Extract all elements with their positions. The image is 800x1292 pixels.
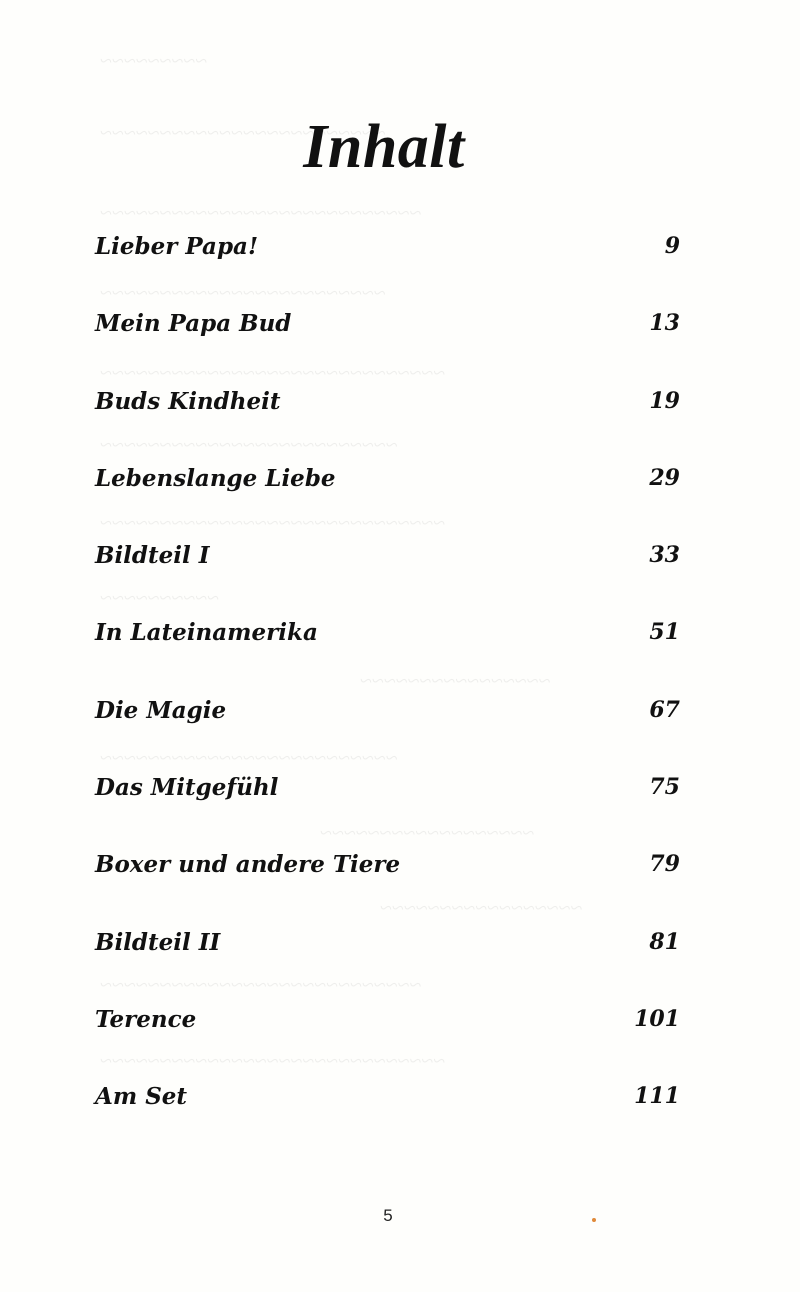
paper-speck: [592, 1218, 596, 1222]
toc-entry-page: 101: [634, 1005, 680, 1032]
show-through-texture: ~~~~~~~~~ ~~~~~~~~~~~~~~~~~~~~~~~~ ~~~~~~~~~~~~~~~~~~~~~~~~~~~ ~~~~~~~~~~~~~~~~~~~~~~~~ ~~~~~~~~~~~~~~~~~~~~~~~~~~~~~ ~~~~~~~~~~~~~~~~~~~~~~~~~ ~~~~~~~~~~~~~~~~~~~~~~~~~~~~~ ~~~~~~~~~~ ~~~~~~~~~~~~~~~~ ~~~~~~~~~~~~~~~~~~~~~~~~~ ~~~~~~~~~~~~~~~~~~ ~~~~~~~~~~~~~~~~~ ~~~~~~~~~~~~~~~~~~~~~~~~~~~ ~~~~~~~~~~~~~~~~~~~~~~~~~~~~~: [100, 48, 583, 1073]
toc-entry-page: 29: [649, 464, 680, 491]
page-title: Inhalt: [303, 112, 465, 181]
toc-entry: [95, 1083, 680, 1160]
toc-entry-title: Terence: [95, 1005, 197, 1033]
toc-entry-title: Bildteil II: [95, 928, 221, 956]
toc-entry-title: In Lateinamerika: [95, 619, 318, 647]
toc-entry: [95, 310, 680, 387]
toc-entry-page: 111: [634, 1083, 680, 1110]
toc-entry-page: 13: [649, 310, 680, 337]
table-of-contents: [95, 233, 680, 1161]
toc-entry-title: Lieber Papa!: [95, 233, 259, 260]
toc-entry: [95, 851, 680, 928]
toc-entry-title: Boxer und andere Tiere: [95, 851, 401, 879]
toc-entry-page: 33: [649, 542, 680, 569]
toc-entry-title: Am Set: [95, 1083, 188, 1111]
toc-entry: [95, 1006, 680, 1083]
toc-entry-page: 81: [649, 928, 680, 955]
page-number: 5: [383, 1206, 393, 1225]
toc-entry-page: 19: [649, 387, 680, 414]
toc-entry: [95, 388, 680, 465]
toc-entry: [95, 929, 680, 1006]
toc-entry-title: Mein Papa Bud: [95, 310, 292, 338]
toc-entry-title: Buds Kindheit: [95, 387, 281, 415]
toc-entry: [95, 697, 680, 774]
toc-entry-page: 79: [649, 851, 680, 878]
toc-entry-page: 9: [664, 233, 680, 259]
toc-entry-page: 67: [649, 696, 680, 723]
toc-entry-title: Bildteil I: [95, 542, 210, 570]
toc-entry: [95, 619, 680, 696]
toc-entry-title: Lebenslange Liebe: [95, 464, 336, 492]
toc-entry-page: 51: [649, 619, 680, 646]
toc-entry: [95, 465, 680, 542]
toc-entry: [95, 542, 680, 619]
toc-entry-page: 75: [649, 774, 680, 801]
toc-entry: [95, 233, 680, 310]
toc-entry-title: Das Mitgefühl: [95, 774, 279, 802]
toc-entry: [95, 774, 680, 851]
toc-entry-title: Die Magie: [95, 696, 227, 724]
